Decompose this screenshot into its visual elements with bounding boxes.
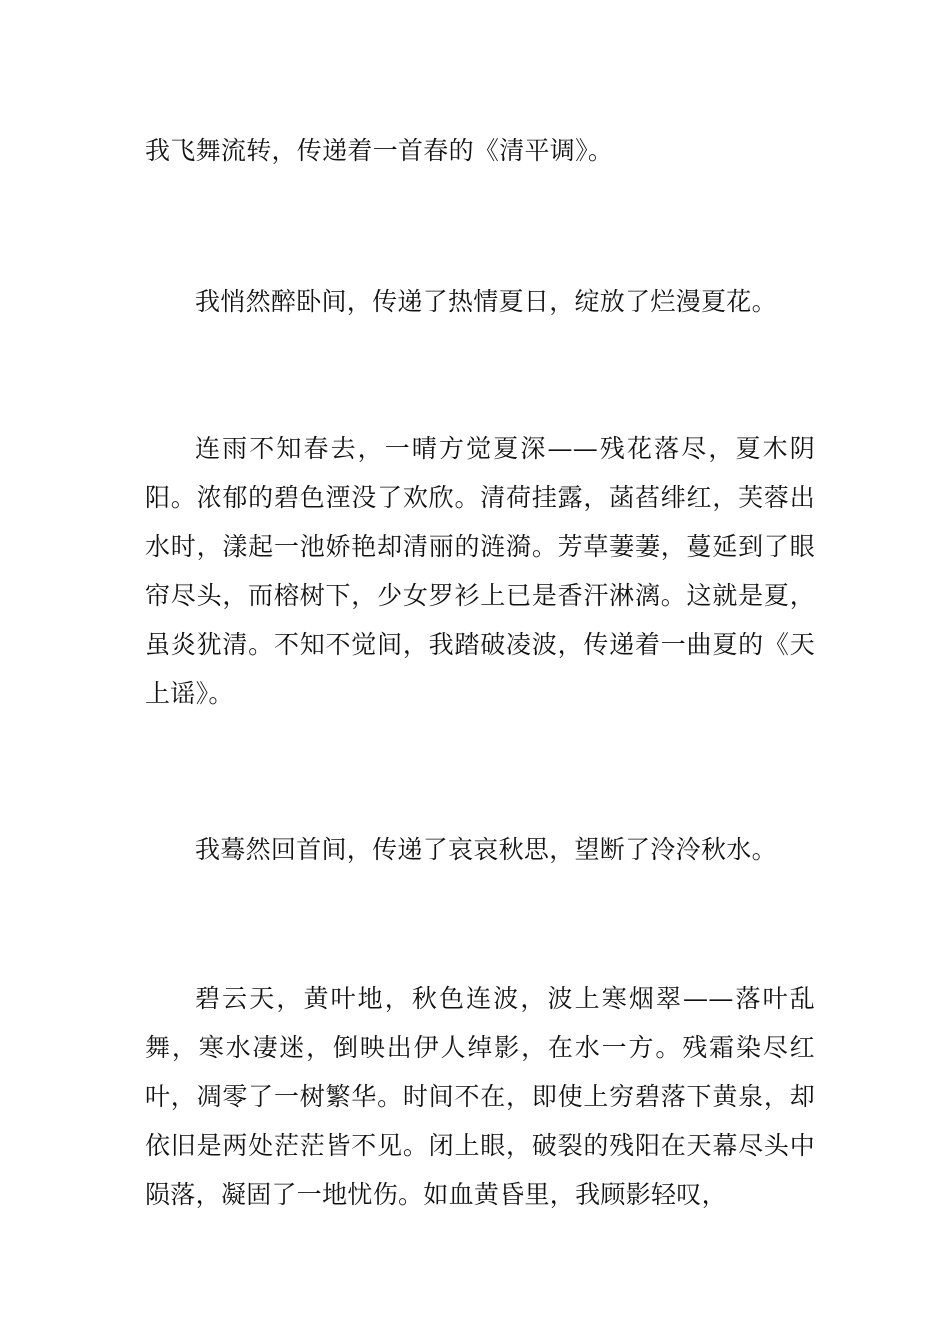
paragraph-summer-body: 连雨不知春去，一晴方觉夏深——残花落尽，夏木阴阳。浓郁的碧色湮没了欢欣。清荷挂露，菡萏绯红，芙蓉出水时，漾起一池娇艳却清丽的涟漪。芳草萋萋，蔓延到了眼帘尽头，而榕树下，少女罗衫上已是香汗淋漓。这就是夏，虽炎犹清。不知不觉间，我踏破凌波，传递着一曲夏的《天上谣》。 [145, 434, 815, 708]
paragraph-spring-ending: 我飞舞流转，传递着一首春的《清平调》。 [145, 136, 614, 165]
paragraph-autumn-intro: 我蓦然回首间，传递了哀哀秋思，望断了泠泠秋水。 [195, 835, 777, 864]
paragraph-summer-intro: 我悄然醉卧间，传递了热情夏日，绽放了烂漫夏花。 [195, 287, 777, 316]
paragraph-autumn-body: 碧云天，黄叶地，秋色连波，波上寒烟翠——落叶乱舞，寒水凄迷，倒映出伊人绰影，在水一方。残霜染尽红叶，凋零了一树繁华。时间不在，即使上穷碧落下黄泉，却依旧是两处茫茫皆不见。闭上眼，破裂的残阳在天幕尽头中陨落，凝固了一地忧伤。如血黄昏里，我顾影轻叹， [145, 984, 815, 1209]
